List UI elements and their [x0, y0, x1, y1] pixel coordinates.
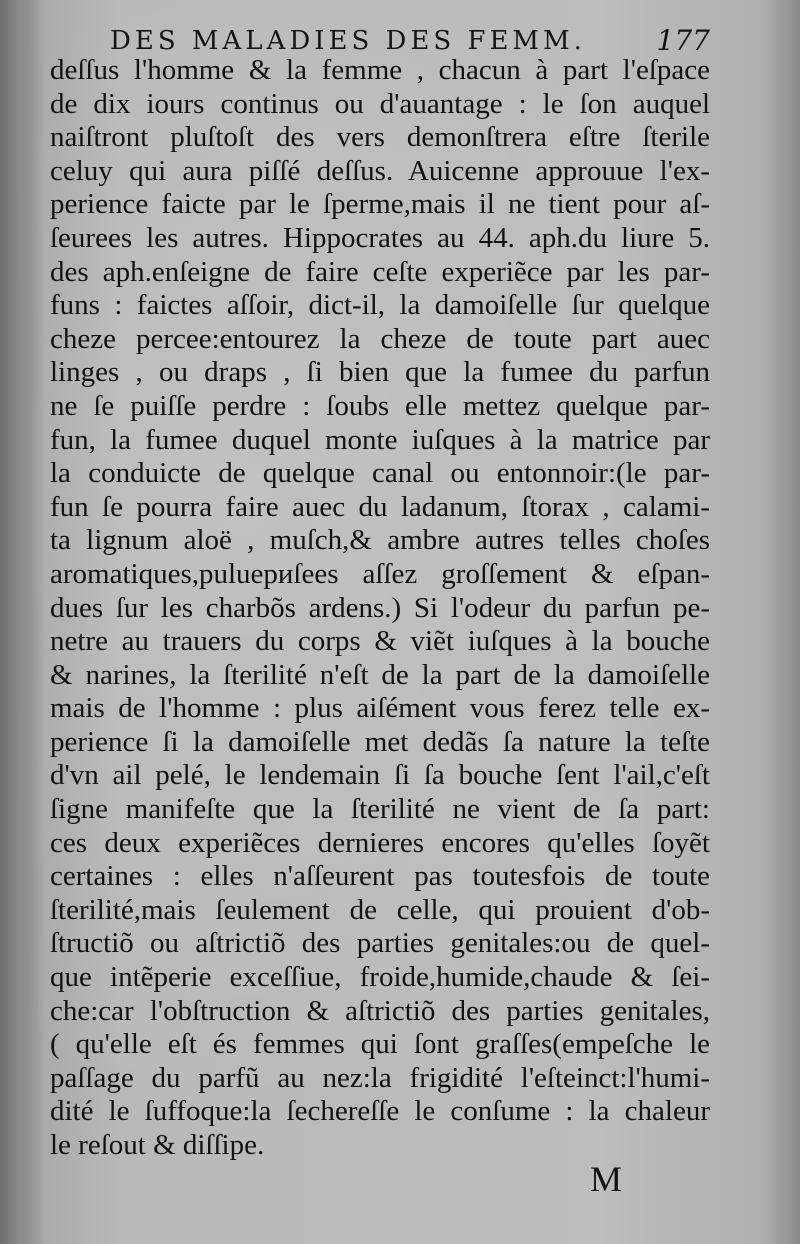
text-line: dues ſur les charbõs ardens.) Si l'odeur du parfun pe-	[50, 591, 710, 624]
text-line: ſterilité,mais ſeulement de celle, qui prouient d'ob-	[50, 893, 710, 926]
text-line: de dix iours continus ou d'auantage : le ſon auquel	[50, 87, 710, 120]
text-line: ſtructiõ ou aſtrictiõ des parties genitales:ou de quel-	[50, 927, 710, 960]
text-line: linges , ou draps , ſi bien que la fumee du parfun	[50, 356, 710, 389]
text-line: che:car l'obſtruction & aſtrictiõ des parties genitales,	[50, 994, 710, 1027]
text-line: ne ſe puiſſe perdre : ſoubs elle mettez quelque par-	[50, 389, 710, 422]
text-line: ſeurees les autres. Hippocrates au 44. aph.du liure 5.	[50, 221, 710, 254]
text-line: funs : faictes aſſoir, dict-il, la damoiſelle ſur quelque	[50, 289, 710, 322]
text-line: des aph.enſeigne de faire ceſte experiẽce par les par-	[50, 255, 710, 288]
text-line: perience ſi la damoiſelle met dedãs ſa nature la teſte	[50, 725, 710, 758]
text-line: deſſus l'homme & la femme , chacun à part l'eſpace	[50, 54, 710, 86]
text-line: perience faicte par le ſperme,mais il ne tient pour aſ-	[50, 188, 710, 221]
text-line: certaines : elles n'aſſeurent pas toutesfois de toute	[50, 860, 710, 893]
text-line: cheze percee:entourez la cheze de toute part auec	[50, 322, 710, 355]
text-line: & narines, la ſterilité n'eſt de la part de la damoiſelle	[50, 658, 710, 691]
running-title: DES MALADIES DES FEMM.	[110, 26, 586, 56]
text-line: d'vn ail pelé, le lendemain ſi ſa bouche ſent l'ail,c'eſt	[50, 759, 710, 792]
text-line: paſſage du parfũ au nez:la frigidité l'eſteinct:l'humi-	[50, 1061, 710, 1094]
text-line: ſigne manifeſte que la ſterilité ne vient de ſa part:	[50, 793, 710, 826]
text-line: fun, la fumee duquel monte iuſques à la matrice par	[50, 423, 710, 456]
page-gutter-shadow	[0, 0, 46, 1244]
text-line: naiſtront pluſtoſt des vers demonſtrera eſtre ſterile	[50, 121, 710, 154]
signature-mark: M	[590, 1159, 623, 1199]
text-line: le reſout & diſſipe.	[50, 1129, 265, 1161]
body-text	[50, 54, 710, 1163]
text-line: fun ſe pourra faire auec du ladanum, ſtorax , calami-	[50, 490, 710, 523]
text-line: celuy qui aura piſſé deſſus. Auicenne approuue l'ex-	[50, 154, 710, 187]
text-line: netre au trauers du corps & viẽt iuſques à la bouche	[50, 625, 710, 658]
text-line: mais de l'homme : plus aiſément vous ferez telle ex-	[50, 692, 710, 725]
text-line: dité le ſuffoque:la ſechereſſe le conſume : la chaleur	[50, 1095, 710, 1128]
text-line: ( qu'elle eſt és femmes qui ſont graſſes(empeſche le	[50, 1028, 710, 1061]
text-line: la conduicte de quelque canal ou entonnoir:(le par-	[50, 457, 710, 490]
text-line: ta lignum aloë , muſch,& ambre autres telles choſes	[50, 524, 710, 557]
text-line: ces deux experiẽces dernieres encores qu'elles ſoyẽt	[50, 826, 710, 859]
text-line: aromatiques,puluериſees aſſez groſſement & eſpan-	[50, 557, 710, 590]
page-number: 177	[656, 24, 710, 57]
text-line: que intẽperie exceſſiue, froide,humide,chaude & ſei-	[50, 961, 710, 994]
